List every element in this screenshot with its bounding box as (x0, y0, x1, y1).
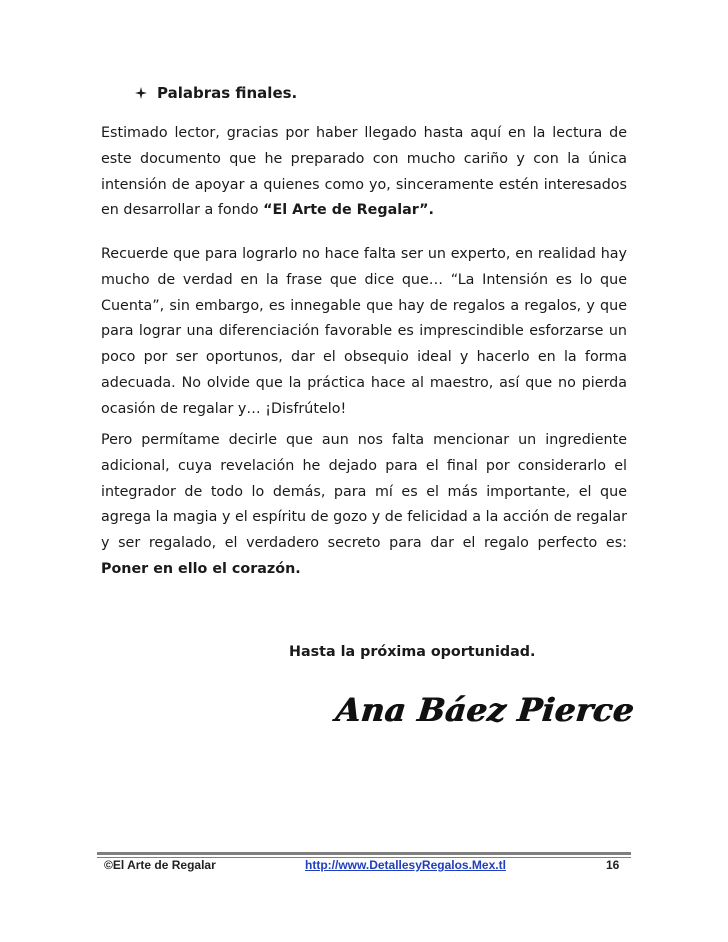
author-signature: Ana Báez Pierce (334, 691, 637, 729)
secret-statement: Poner en ello el corazón. (101, 560, 301, 577)
paragraph-greeting (101, 121, 627, 224)
diamond-bullet-icon (135, 87, 147, 99)
book-title: “El Arte de Regalar”. (263, 202, 434, 219)
footer-divider-thick (97, 852, 631, 855)
paragraph-advice-text: Recuerde que para lograrlo no hace falta ser un experto, en realidad hay mucho de verdad en la frase que dice que… “La Intensión es lo que Cuenta”, sin embargo, es innegable que hay de regalos a regalos, y que para lograr una diferenciación favorable es imprescindible esforzarse un poco por ser oportunos, dar el obsequio ideal y hacerlo en la forma adecuada. No olvide que la práctica hace al maestro, así que no pierda ocasión de regalar y… ¡Disfrútelo! (101, 246, 627, 417)
section-heading-text: Palabras finales. (157, 84, 298, 102)
closing-line: Hasta la próxima oportunidad. (289, 644, 536, 660)
paragraph-greeting-text: Estimado lector, gracias por haber llegado hasta aquí en la lectura de este documento que he preparado con mucho cariño y con la única intensión de apoyar a quienes como yo, sinceramente estén interesados en desarrollar a fondo (101, 125, 627, 219)
section-heading (135, 84, 297, 102)
page-number: 16 (606, 858, 620, 872)
footer-copyright: ©El Arte de Regalar (104, 858, 216, 872)
paragraph-secret (101, 428, 627, 583)
paragraph-advice (101, 242, 627, 423)
paragraph-secret-text: Pero permítame decirle que aun nos falta mencionar un ingrediente adicional, cuya revelación he dejado para el final por considerarlo el integrador de todo lo demás, para mí es el más importante, el que agrega la magia y el espíritu de gozo y de felicidad a la acción de regalar y ser regalado, el verdadero secreto para dar el regalo perfecto es: (101, 432, 627, 552)
footer-website-link[interactable]: http://www.DetallesyRegalos.Mex.tl (305, 858, 506, 872)
